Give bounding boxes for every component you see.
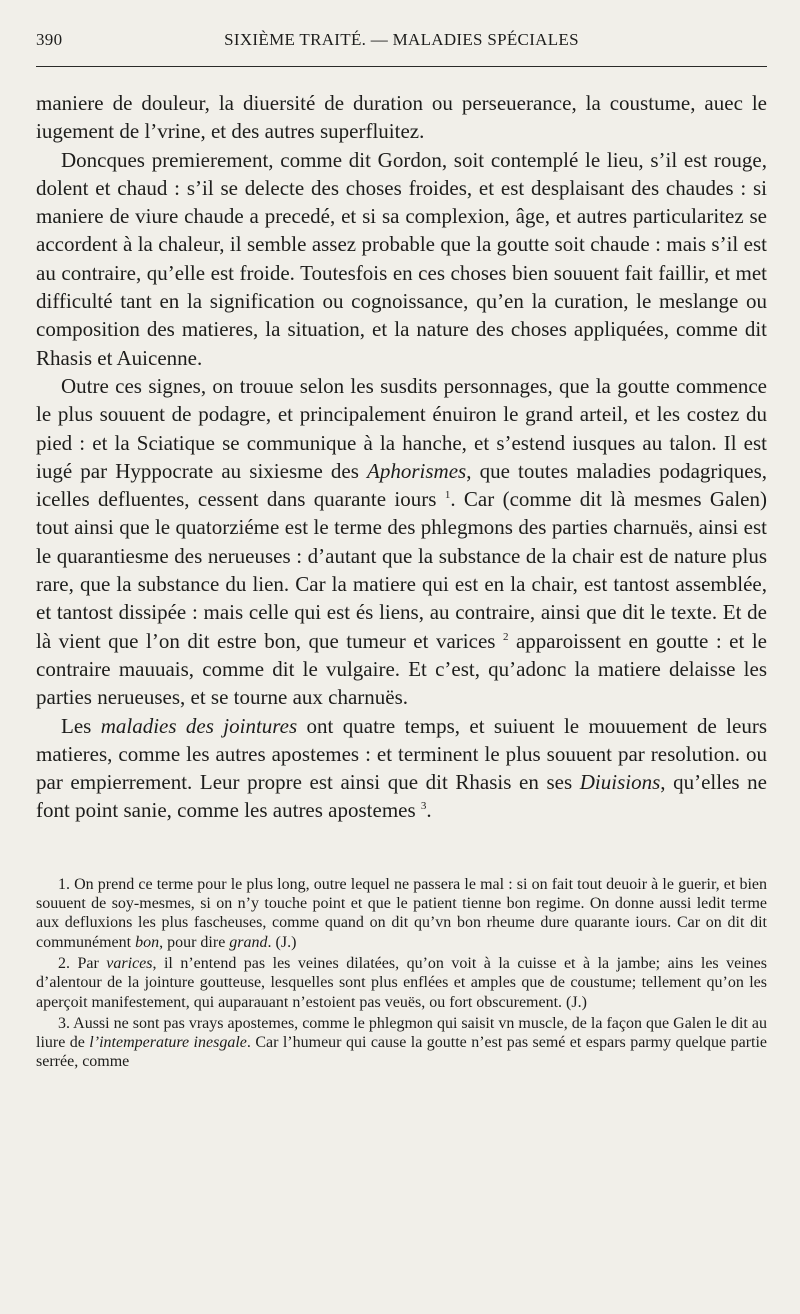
italic-text: l’intemperature inesgale [89,1034,247,1052]
running-title: SIXIÈME TRAITÉ. — MALADIES SPÉCIALES [224,30,579,49]
footnotes [36,875,767,1072]
text-run: maniere de douleur, la diuersité de duration ou perseuerance, la coustume, auec le iugement de l’vrine, et des autres superfluitez. [36,91,767,144]
footnote-marker: 2 [502,630,509,643]
text-run: , il n’entend pas les veines dilatées, qu’on voit à la cuisse et à la jambe; ains les veines d’alentour de la jointure goutteuse, lesquelles sont plus enflées et amples que de coustume; tellement qu’on les aperçoit manifestement, qui auparauant n’estoient pas veuës, ou fort obscurement. (J.) [36,954,767,1011]
page-number: 390 [36,30,63,49]
footnote [36,1014,767,1072]
italic-text: Aphorismes [367,458,467,483]
paragraph [36,372,767,712]
text-run: apparoissent en goutte : et le contraire mauuais, comme dit le vulgaire. Et c’est, qu’adonc la matiere delaisse les parties nerueuses, et se tourne aux charnuës. [36,628,767,710]
paragraph [36,712,767,825]
text-run: , pour dire [159,933,230,951]
text-run: . Car l’humeur qui cause la goutte n’est pas semé et espars parmy quelque partie serrée, comme [36,1034,768,1071]
main-text [36,89,767,825]
text-run: 2. Par [58,954,107,972]
italic-text: grand [229,933,268,951]
text-run: , qu’elles ne font point sanie, comme les autres apostemes [36,770,768,823]
paragraph [36,89,767,146]
italic-text: maladies des jointures [100,713,298,738]
italic-text: Diuisions [579,770,661,795]
header-rule [36,66,767,67]
text-run: . (J.) [267,933,297,951]
footnote-marker: 1 [444,489,451,502]
text-run: ont quatre temps, et suiuent le mouuement de leurs matieres, comme les autres apostemes : et terminent le plus souuent par resolution. ou par empierrement. Leur propre est ainsi que dit Rhasis en ses [36,713,767,795]
text-run: Doncques premierement, comme dit Gordon, soit contemplé le lieu, s’il est rouge, dolent et chaud : s’il se delecte des choses froides, et est desplaisant des chaudes : si maniere de viure chaude a precedé, et si sa complexion, âge, et autres particularitez se accordent à la chaleur, il semble assez probable que la goutte soit chaude : mais s’il est au contraire, qu’elle est froide. Toutesfois en ces choses bien souuent fait faillir, et met difficulté tant en la signification ou cognoissance, qu’en la curation, le meslange ou composition des matieres, la situation, et la nature des choses appliquées, comme dit Rhasis et Auicenne. [36,147,767,370]
paragraph [36,146,767,372]
footnote [36,875,767,952]
text-run: Outre ces signes, on trouue selon les susdits personnages, que la goutte commence le plus souuent de podagre, et principalement énuiron le grand arteil, et les costez du pied : et la Sciatique se communique à la hanche, et s’estend iusques au talon. Il est iugé par Hyppocrate au sixiesme des [36,373,767,483]
text-run: . Car (comme dit là mesmes Galen) tout ainsi que le quatorziéme est le terme des phlegmons des parties charnuës, ainsi est le quarantiesme des nerueuses : d’autant que la substance de la chair est de nature plus rare, que la substance du lien. Car la matiere qui est en la chair, est tantost assemblée, et tantost dissipée : mais celle qui est és liens, au contraire, ainsi que dit le texte. Et de là vient que l’on dit estre bon, que tumeur et varices [36,487,767,653]
footnote [36,954,767,1012]
italic-text: bon [135,933,160,951]
text-run: 3. Aussi ne sont pas vrays apostemes, comme le phlegmon qui saisit vn muscle, de la façon que Galen le dit au liure de [36,1014,767,1052]
italic-text: varices [106,954,153,972]
text-run: 1. On prend ce terme pour le plus long, outre lequel ne passera le mal : si on fait tout deuoir à le guerir, et bien souuent de soy-mesmes, si on n’y touche point et que le patient tienne bon regime. On donne aussi ledit terme aux defluxions les plus fascheuses, comme quand on dit qu’vn bon rheume dure quarante iours. Car on dit dit communément [36,875,767,951]
text-run: . [426,798,432,823]
running-header [36,0,767,60]
text-run: Les [61,713,101,738]
text-run: , que toutes maladies podagriques, icelles defluentes, cessent dans quarante iours [36,458,767,512]
footnote-marker: 3 [420,800,427,813]
